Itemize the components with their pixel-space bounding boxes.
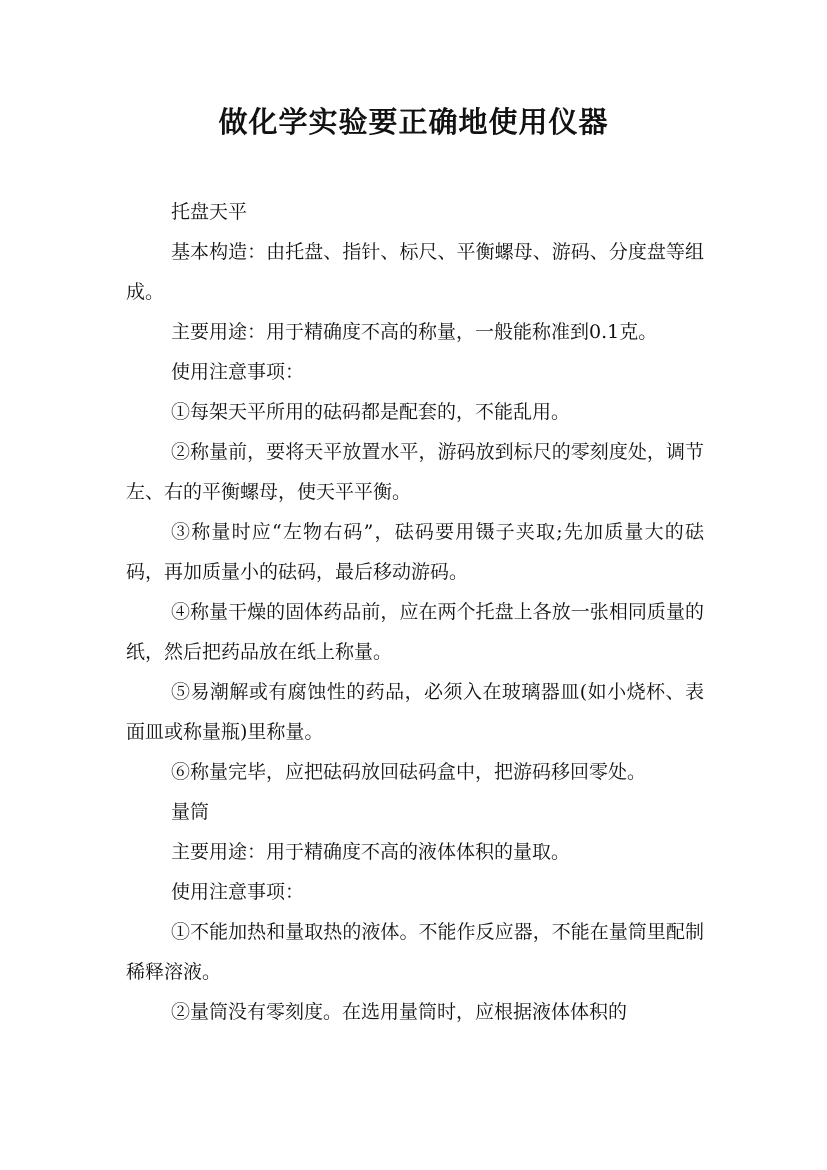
list-item: ⑤易潮解或有腐蚀性的药品，必须入在玻璃器皿(如小烧杯、表面皿或称量瓶)里称量。 (126, 681, 704, 743)
list-item: ①每架天平所用的砝码都是配套的，不能乱用。 (171, 401, 571, 423)
paragraph: 基本构造：由托盘、指针、标尺、平衡螺母、游码、分度盘等组成。 (126, 241, 704, 303)
list-item: ③称量时应“左物右码”，砝码要用镊子夹取;先加质量大的砝码，再加质量小的砝码，最后移动游码。 (126, 521, 704, 583)
list-item: ④称量干燥的固体药品前，应在两个托盘上各放一张相同质量的纸，然后把药品放在纸上称量。 (126, 601, 704, 663)
section-heading-balance: 托盘天平 (171, 201, 248, 223)
list-item: ②称量前，要将天平放置水平，游码放到标尺的零刻度处，调节左、右的平衡螺母，使天平平衡。 (126, 441, 704, 503)
document-body (126, 192, 704, 1032)
list-item: ⑥称量完毕，应把砝码放回砝码盒中，把游码移回零处。 (171, 761, 647, 783)
list-item: ②量筒没有零刻度。在选用量筒时，应根据液体体积的 (171, 1001, 628, 1023)
paragraph: 使用注意事项： (171, 881, 305, 903)
section-heading-cylinder: 量筒 (171, 801, 210, 823)
paragraph: 主要用途：用于精确度不高的液体体积的量取。 (171, 841, 571, 863)
paragraph: 主要用途：用于精确度不高的称量，一般能称准到0.1克。 (171, 321, 658, 343)
list-item: ①不能加热和量取热的液体。不能作反应器，不能在量筒里配制稀释溶液。 (126, 921, 704, 983)
paragraph: 使用注意事项： (171, 361, 305, 383)
document-title: 做化学实验要正确地使用仪器 (218, 105, 609, 139)
